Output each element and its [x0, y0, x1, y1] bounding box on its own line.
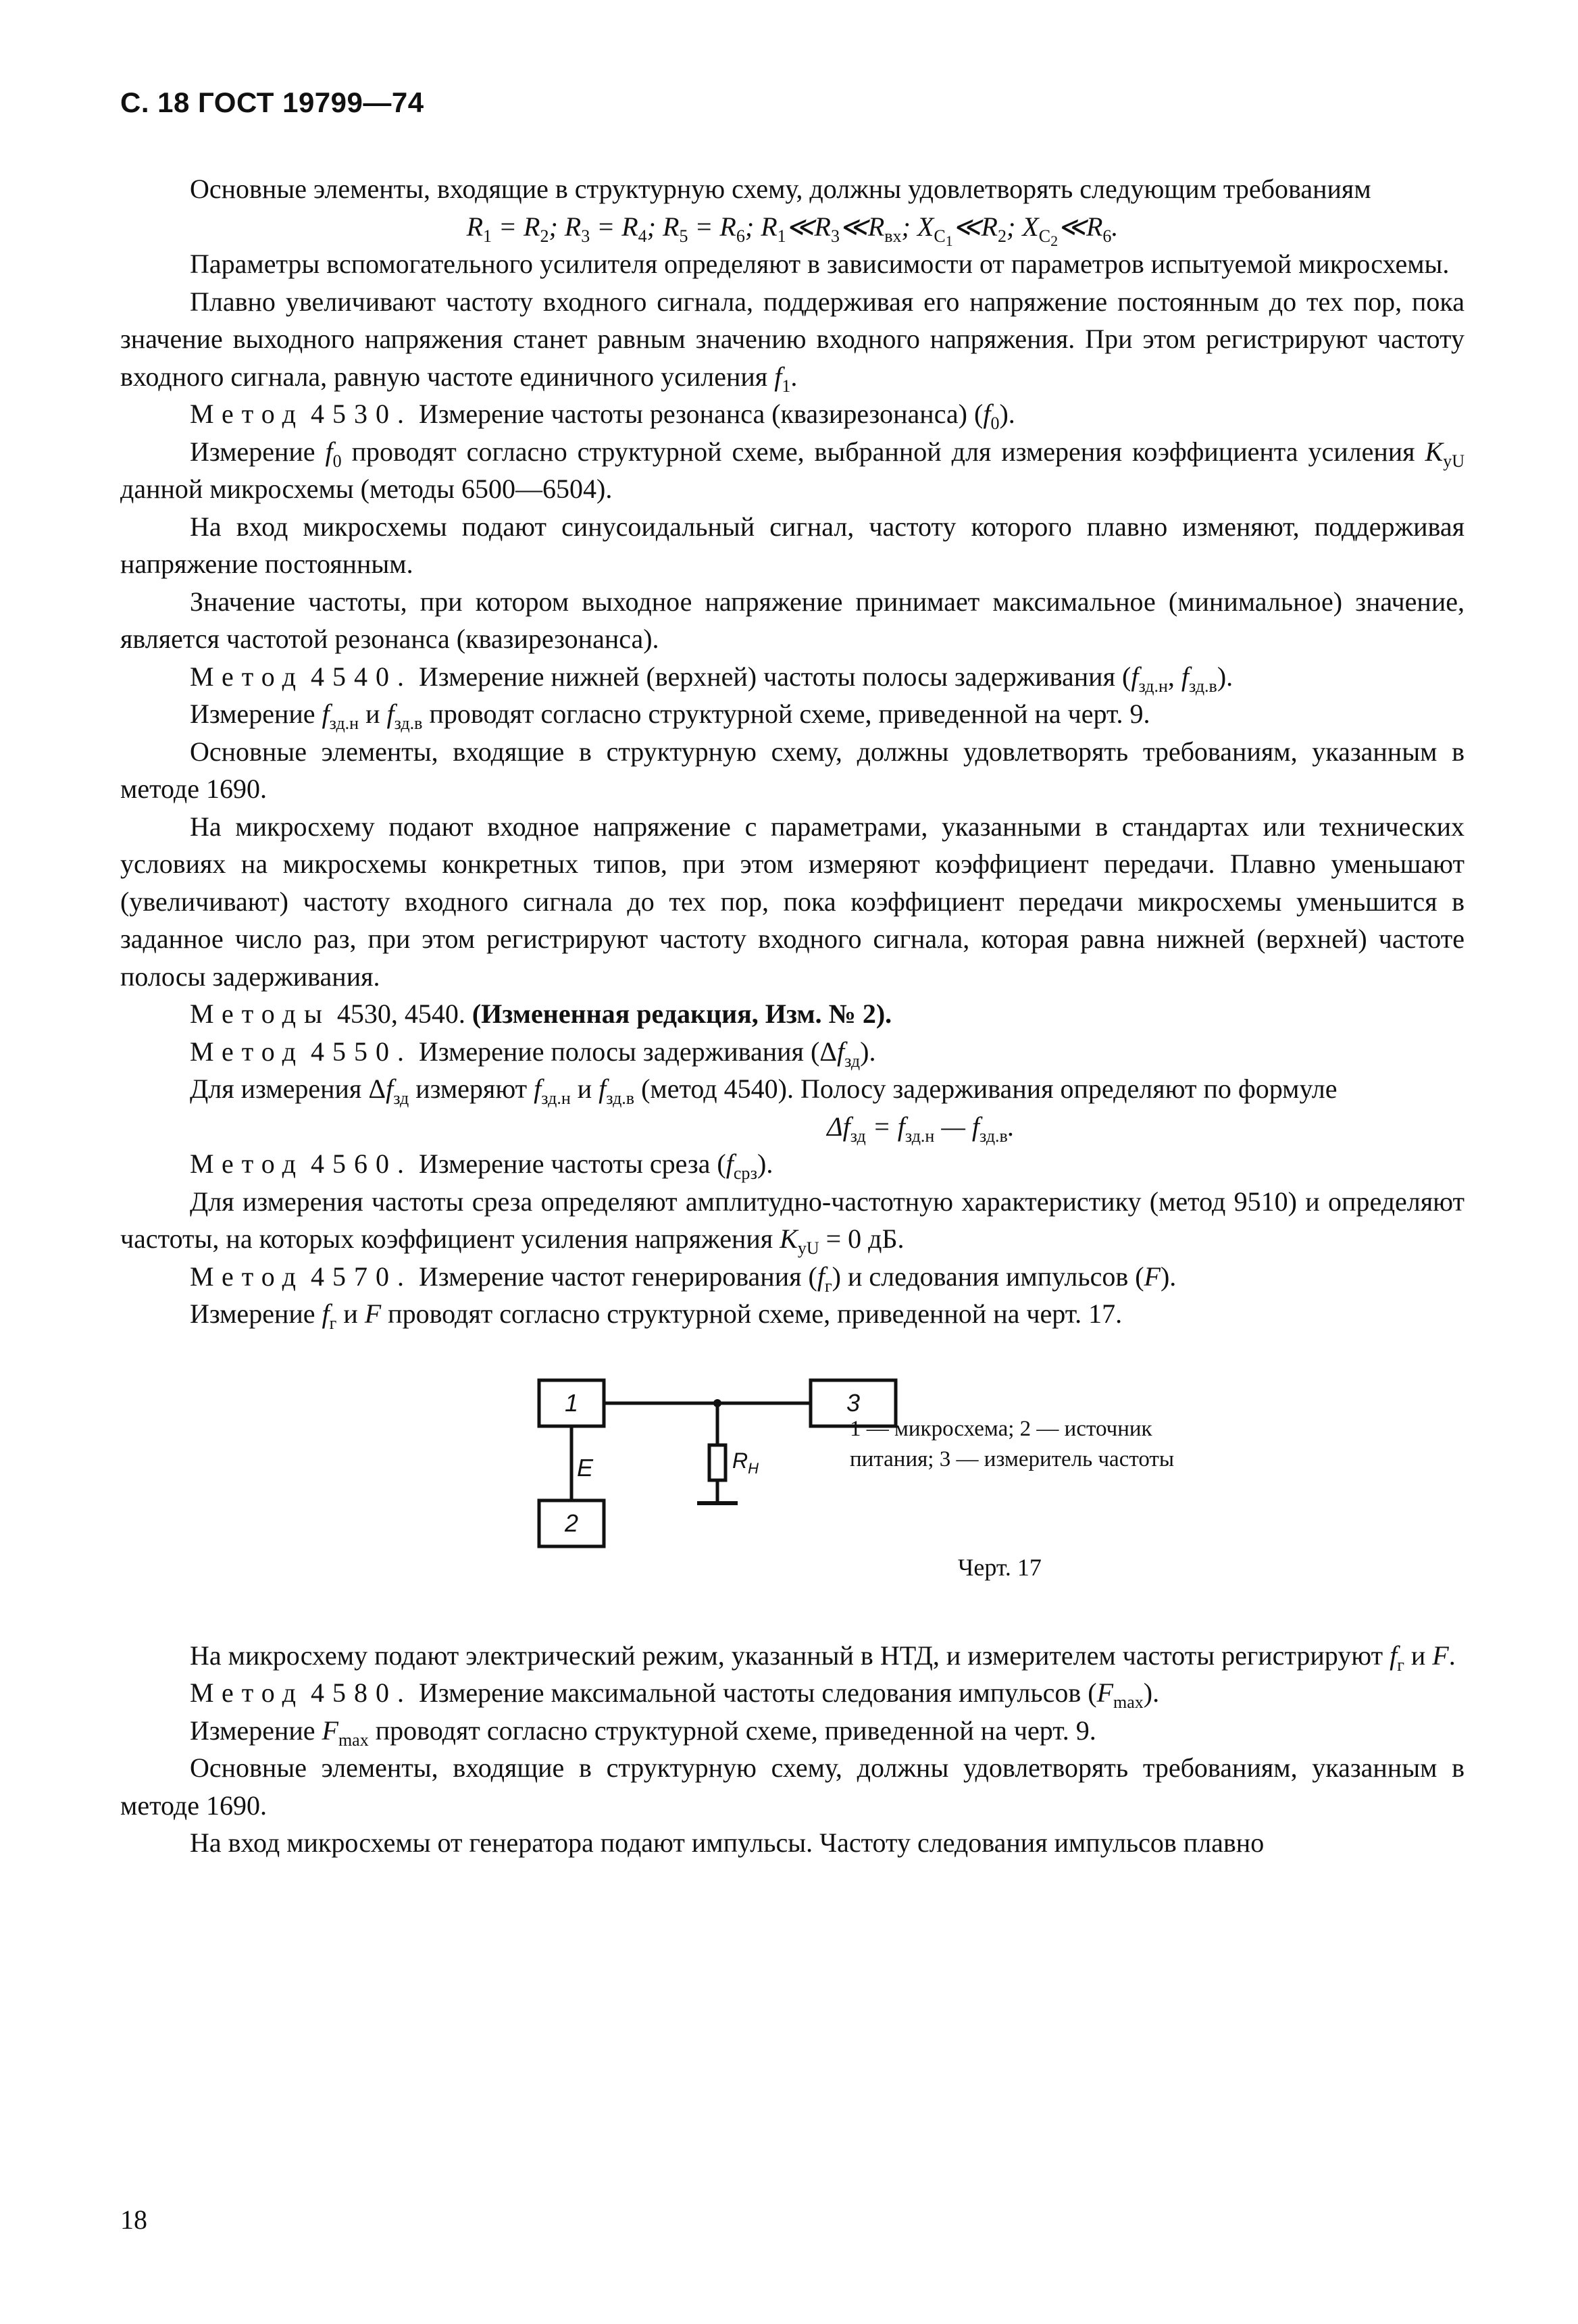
- paragraph: Измерение $f_{зд.н}$ и $f_{зд.в}$ проводят согласно структурной схеме, приведенной на черт. 9.: [190, 699, 1150, 733]
- paragraph: Измерение $F_{max}$ проводят согласно структурной схеме, приведенной на черт. 9.: [190, 1715, 1096, 1750]
- page-number: 18: [120, 2204, 147, 2235]
- paragraph: На микросхему подают электрический режим, указанный в НТД, и измерителем частоты регистрируют $f_г$ и F.: [190, 1640, 1456, 1675]
- paragraph: Основные элементы, входящие в структурную схему, должны удовлетворять требованиям, указанным в методе 1690.: [120, 1752, 1465, 1821]
- paragraph: На вход микросхемы от генератора подают импульсы. Частоту следования импульсов плавно: [190, 1827, 1265, 1858]
- paragraph: На вход микросхемы подают синусоидальный сигнал, частоту которого плавно изменяют, поддерживая напряжение постоянным.: [120, 511, 1465, 579]
- method-4570-heading: Метод 4570. Измерение частот генерирования $(f_г)$ и следования импульсов (F).: [190, 1261, 1177, 1296]
- method-4580-heading: Метод 4580. Измерение максимальной частоты следования импульсов $(F_{max})$.: [190, 1677, 1160, 1712]
- method-4560-heading: Метод 4560. Измерение частоты среза $(f_{срз})$.: [190, 1148, 773, 1183]
- method-4540-heading: Метод 4540. Измерение нижней (верхней) частоты полосы задерживания ($f_{зд.н}$, $f_{зд.в}$).: [190, 661, 1233, 696]
- method-4530-heading: Метод 4530. Измерение частоты резонанса (квазирезонанса) $(f_0)$.: [190, 399, 1015, 433]
- formula-resistors: $R_1 = R_2$; $R_3 = R_4$; $R_5 = R_6$; $R_1≪R_3≪R_{вх}$; $X_{C_1}≪R_2$; $X_{C_2}≪R_6$.: [466, 211, 1119, 249]
- resistor-label: $R_Н$: [732, 1448, 759, 1477]
- document-body: [120, 170, 1465, 1862]
- method-4550-heading: Метод 4550. Измерение полосы задерживания $(\Delta f_{зд})$.: [190, 1036, 876, 1071]
- paragraph: Плавно увеличивают частоту входного сигнала, поддерживая его напряжение постоянным до тех пор, пока значение выходного напряжения станет равным значению входного напряжения. При этом регистрируют частоту входного сигнала, равную частоте единичного усиления $f_1$.: [120, 286, 1465, 396]
- formula-delay-band: $\Delta f_{зд} = f_{зд.н}$ — $f_{зд.в}$.: [827, 1111, 1015, 1146]
- page-header: С. 18 ГОСТ 19799—74: [120, 86, 424, 118]
- paragraph: Основные элементы, входящие в структурную схему, должны удовлетворять требованиям, указанным в методе 1690.: [120, 736, 1465, 804]
- paragraph: Для измерения $\Delta f_{зд}$ измеряют $f_{зд.н}$ и $f_{зд.в}$ (метод 4540). Полосу задерживания определяют по формуле: [190, 1073, 1338, 1108]
- paragraph: Измерение $f_г$ и F проводят согласно структурной схеме, приведенной на черт. 17.: [190, 1298, 1123, 1333]
- figure-17: [120, 1353, 1465, 1610]
- methods-amendment: Методы 4530, 4540. (Измененная редакция, Изм. № 2).: [190, 999, 892, 1029]
- paragraph: Основные элементы, входящие в структурную схему, должны удовлетворять следующим требованиям: [190, 174, 1371, 204]
- paragraph: Параметры вспомогательного усилителя определяют в зависимости от параметров испытуемой микросхемы.: [190, 249, 1450, 279]
- paragraph: Измерение $f_0$ проводят согласно структурной схеме, выбранной для измерения коэффициента усиления $K_{yU}$ данной микросхемы (методы 6500—6504).: [120, 436, 1465, 504]
- junction-dot: [713, 1399, 721, 1407]
- resistor-load: [709, 1445, 726, 1480]
- paragraph: Для измерения частоты среза определяют амплитудно-частотную характеристику (метод 9510) и определяют частоты, на которых коэффициент усиления напряжения $K_{yU} = 0$ дБ.: [120, 1186, 1465, 1258]
- paragraph: На микросхему подают входное напряжение с параметрами, указанными в стандартах или технических условиях на микросхемы конкретных типов, при этом измеряют коэффициент передачи. Плавно уменьшают (увеличивают) частоту входного сигнала до тех пор, пока коэффициент передачи микросхемы уменьшится в заданное число раз, при этом регистрируют частоту входного сигнала, которая равна нижней (верхней) частоте полосы задерживания.: [120, 811, 1465, 992]
- box1-label: 1: [565, 1388, 579, 1417]
- voltage-label: E: [577, 1453, 594, 1482]
- paragraph: Значение частоты, при котором выходное напряжение принимает максимальное (минимальное) значение, является частотой резонанса (квазирезонанса).: [120, 586, 1465, 654]
- figure-caption: Черт. 17: [958, 1553, 1042, 1581]
- figure-legend: 1 — микросхема; 2 — источник питания; 3 — измеритель частоты: [850, 1416, 1174, 1471]
- box2-label: 2: [565, 1509, 579, 1537]
- box3-label: 3: [846, 1388, 861, 1417]
- circuit-diagram: [404, 1360, 917, 1590]
